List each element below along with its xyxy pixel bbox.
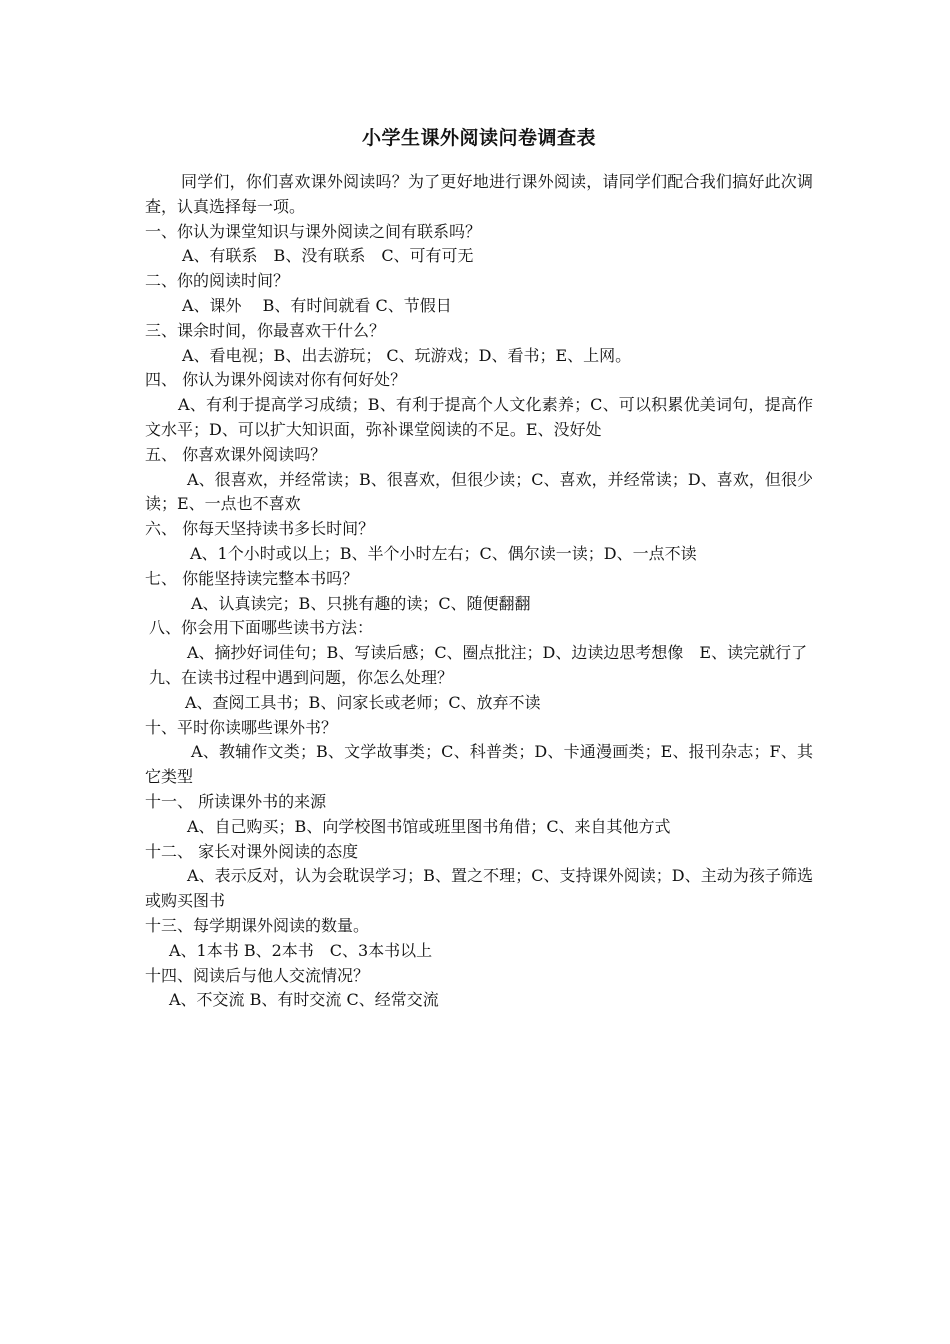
- question-4-options: A、有利于提高学习成绩；B、有利于提高个人文化素养；C、可以积累优美词句，提高作文水平；D、可以扩大知识面，弥补课堂阅读的不足。E、没好处: [145, 395, 813, 439]
- question-3-options: A、看电视；B、出去游玩； C、玩游戏；D、看书；E、上网。: [182, 345, 632, 365]
- question-7-options: A、认真读完；B、只挑有趣的读；C、随便翻翻: [191, 593, 531, 613]
- intro-paragraph: 同学们，你们喜欢课外阅读吗？为了更好地进行课外阅读，请同学们配合我们搞好此次调查，认真选择每一项。: [145, 172, 813, 216]
- question-8: 八、你会用下面哪些读书方法：: [149, 618, 374, 638]
- question-5: 五、 你喜欢课外阅读吗？: [145, 444, 327, 464]
- question-10-options: A、教辅作文类；B、文学故事类；C、科普类；D、卡通漫画类；E、报刊杂志；F、其它类型: [145, 742, 813, 787]
- question-6: 六、 你每天坚持读书多长时间？: [145, 519, 375, 539]
- question-3: 三、课余时间，你最喜欢干什么？: [145, 320, 386, 340]
- question-10: 十、平时你读哪些课外书？: [145, 717, 338, 737]
- question-14-options: A、不交流 B、有时交流 C、经常交流: [169, 990, 439, 1010]
- question-11: 十一、 所读课外书的来源: [145, 791, 327, 811]
- question-4: 四、 你认为课外阅读对你有何好处？: [145, 370, 407, 390]
- question-13-options: A、1本书 B、2本书 C、3本书以上: [169, 940, 433, 960]
- document-title: 小学生课外阅读问卷调查表: [361, 127, 596, 149]
- question-11-options: A、自己购买；B、向学校图书馆或班里图书角借；C、来自其他方式: [187, 816, 671, 836]
- question-12: 十二、 家长对课外阅读的态度: [145, 841, 359, 861]
- question-1-options: A、有联系 B、没有联系 C、可有可无: [182, 246, 474, 266]
- question-9: 九、在读书过程中遇到问题，你怎么处理？: [149, 667, 454, 687]
- question-2: 二、你的阅读时间？: [145, 271, 290, 291]
- question-14: 十四、阅读后与他人交流情况？: [145, 965, 370, 985]
- question-13: 十三、每学期课外阅读的数量。: [145, 915, 370, 935]
- question-5-options: A、很喜欢，并经常读；B、很喜欢，但很少读；C、喜欢，并经常读；D、喜欢，但很少读；E、一点也不喜欢: [145, 469, 813, 514]
- question-7: 七、 你能坚持读完整本书吗？: [145, 568, 359, 588]
- question-6-options: A、1个小时或以上；B、半个小时左右；C、偶尔读一读；D、一点不读: [190, 543, 697, 563]
- questionnaire-page: [145, 118, 813, 1013]
- question-9-options: A、查阅工具书；B、问家长或老师；C、放弃不读: [185, 692, 541, 712]
- question-1: 一、你认为课堂知识与课外阅读之间有联系吗？: [145, 221, 482, 241]
- question-2-options: A、课外 B、有时间就看 C、节假日: [182, 295, 452, 315]
- question-8-options: A、摘抄好词佳句；B、写读后感；C、圈点批注；D、边读边思考想像 E、读完就行了: [187, 643, 808, 663]
- question-12-options: A、表示反对，认为会耽误学习；B、置之不理；C、支持课外阅读；D、主动为孩子筛选或购买图书: [145, 866, 813, 911]
